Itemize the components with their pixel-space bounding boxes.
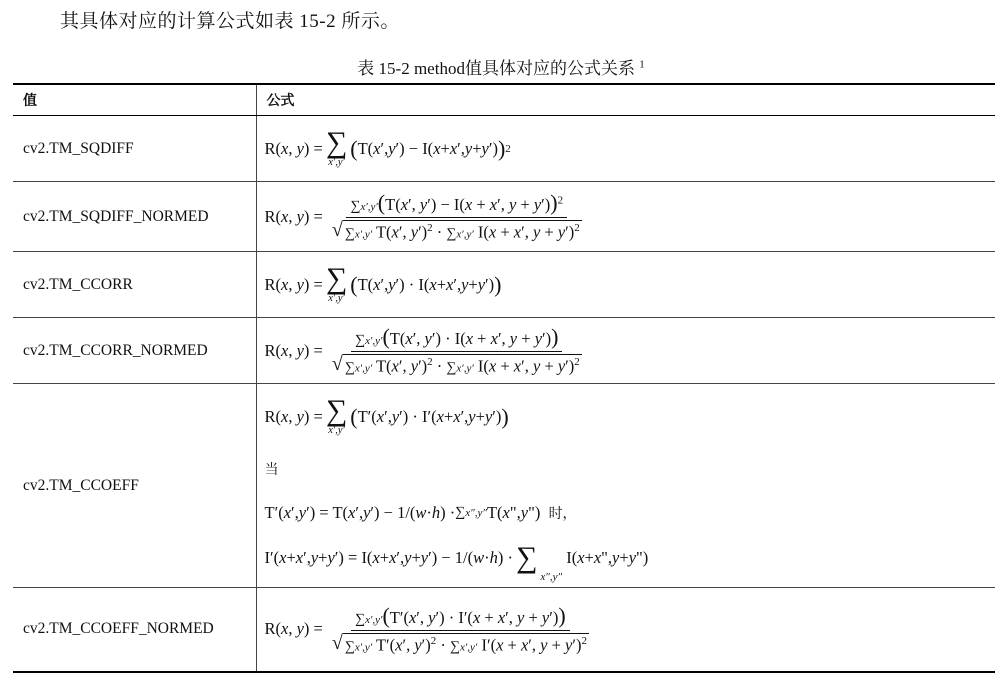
table-header-row xyxy=(13,84,995,116)
shi-label: 时， xyxy=(548,505,577,522)
header-formula: 公式 xyxy=(256,84,995,116)
formula-cell: R( x , y ) = ∑x′,y′(T′(x′, y′) · I′(x + x′, y + y′)) √ ∑x′,y′ T′(x′, y′)$^2$ · ∑x′,y′ I′(x + x′, y + y′)$^2$ xyxy=(256,588,995,672)
caption-text: 表 15-2 method值具体对应的公式关系 xyxy=(357,59,635,78)
method-name: cv2.TM_SQDIFF xyxy=(13,116,256,182)
header-value: 值 xyxy=(13,84,256,116)
dang-label: 当 xyxy=(264,461,279,478)
table-caption xyxy=(0,54,1002,79)
formula-cell: R( x , y ) = ∑ x′,y′ ( T( x ′, y ′) · I( x + x ′, y + y ′) ) xyxy=(256,252,995,318)
method-name: cv2.TM_CCORR_NORMED xyxy=(13,318,256,384)
method-name: cv2.TM_CCOEFF xyxy=(13,384,256,588)
table-row xyxy=(13,252,995,318)
table-row xyxy=(13,318,995,384)
table-row xyxy=(13,182,995,252)
method-name: cv2.TM_CCORR xyxy=(13,252,256,318)
table-row xyxy=(13,384,995,588)
formula-cell: R( x , y ) = ∑x′,y′(T(x′, y′) − I(x + x′, y + y′))$^2$ √ ∑x′,y′ T(x′, y′)$^2$ · ∑x′,y′ I(x + x′, y + y′)$^2$ xyxy=(256,182,995,252)
method-name: cv2.TM_CCOEFF_NORMED xyxy=(13,588,256,672)
table-row xyxy=(13,588,995,672)
method-name: cv2.TM_SQDIFF_NORMED xyxy=(13,182,256,252)
table-row xyxy=(13,116,995,182)
intro-text: 其具体对应的计算公式如表 15-2 所示。 xyxy=(60,11,400,32)
formula-cell: R( x , y ) = ∑ x′,y′ ( T( x ′, y ′) − I( x + x ′, y + y ′) ) 2 xyxy=(256,116,995,182)
formula-cell: R( x , y ) = ∑ x′,y′ ( T′( x ′, y ′) · I′( x + x ′, y + y ′) ) 当 T′( x ′, y ′) = T( x ′, y ′) − 1/( w · h ) · ∑ x″,y″ T( x ", y ") 时， I′( x + x ′, y + y ′) = I( x + x ′, y + y ′) − 1/( w · h ) · ∑ x″,y″ I( x + x ", y + y ") xyxy=(256,384,995,588)
formula-cell: R( x , y ) = ∑x′,y′(T(x′, y′) · I(x + x′, y + y′)) √ ∑x′,y′ T(x′, y′)$^2$ · ∑x′,y′ I(x + x′, y + y′)$^2$ xyxy=(256,318,995,384)
caption-footnote: 1 xyxy=(639,58,645,71)
formula-table xyxy=(13,83,995,673)
